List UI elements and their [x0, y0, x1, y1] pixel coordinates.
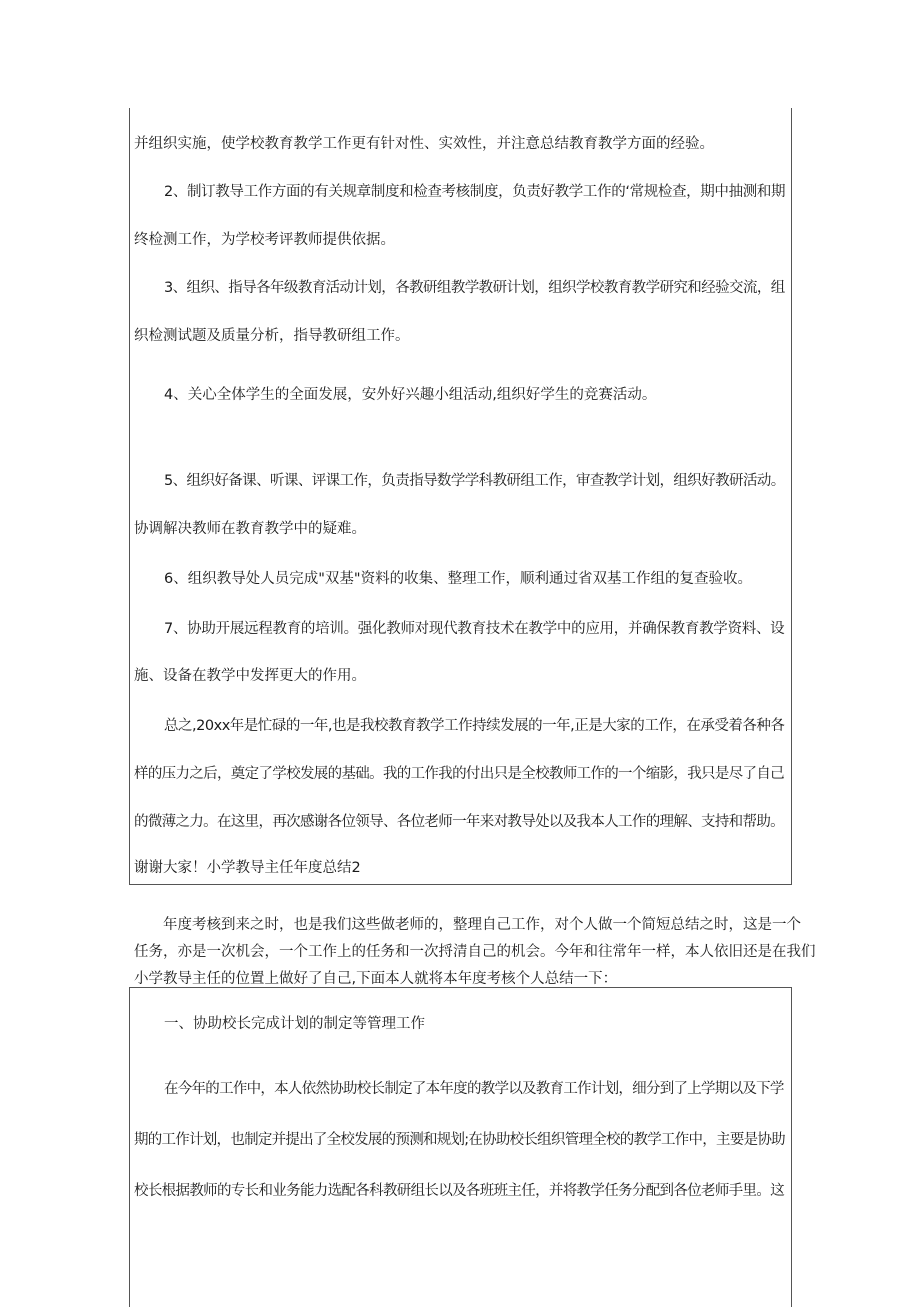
paragraph-line: 小学教导主任的位置上做好了自己,下面本人就将本年度考核个人总结一下：: [134, 971, 618, 987]
paragraph-line: 总之,20xx年是忙碌的一年,也是我校教育教学工作持续发展的一年,正是大家的工作，在承受着各种各: [164, 718, 785, 734]
paragraph-line: 7、协助开展远程教育的培训。强化教师对现代教育技术在教学中的应用，并确保教育教学资料、设: [164, 621, 785, 637]
paragraph-line: 在今年的工作中，本人依然协助校长制定了本年度的教学以及教育工作计划，细分到了上学期以及下学: [164, 1081, 784, 1097]
paragraph-line: 2、制订教导工作方面的有关规章制度和检查考核制度，负责好教学工作的‘常规检查，期中抽测和期: [164, 184, 786, 200]
paragraph-line: 6、组织教导处人员完成"双基"资料的收集、整理工作，顺利通过省双基工作组的复查验收。: [164, 571, 753, 587]
top-content-box: [129, 108, 792, 885]
section-heading-line: 谢谢大家！小学教导主任年度总结2: [134, 860, 361, 876]
paragraph-line: 任务，亦是一次机会，一个工作上的任务和一次捋清自己的机会。今年和往常年一样，本人依旧还是在我们: [134, 944, 816, 960]
paragraph-line: 5、组织好备课、听课、评课工作，负责指导数学学科教研组工作，审查教学计划，组织好教研活动。: [164, 473, 785, 489]
paragraph-line: 的微薄之力。在这里，再次感谢各位领导、各位老师一年来对教导处以及我本人工作的理解、支持和帮助。: [134, 814, 785, 830]
subheading-line: 一、协助校长完成计划的制定等管理工作: [164, 1016, 425, 1032]
paragraph-line: 织检测试题及质量分析，指导教研组工作。: [134, 328, 410, 344]
paragraph-line: 协调解决教师在教育教学中的疑难。: [134, 521, 366, 537]
bottom-content-box: [129, 987, 792, 1307]
paragraph-line: 样的压力之后，奠定了学校发展的基础。我的工作我的付出只是全校教师工作的一个缩影，我只是尽了自己: [134, 766, 785, 782]
paragraph-line: 校长根据教师的专长和业务能力选配各科教研组长以及各班班主任，并将教学任务分配到各位老师手里。这: [134, 1183, 785, 1199]
paragraph-line: 期的工作计划，也制定并提出了全校发展的预测和规划;在协助校长组织管理全校的教学工作中，主要是协助: [134, 1132, 785, 1148]
paragraph-line: 施、设备在教学中发挥更大的作用。: [134, 668, 366, 684]
paragraph-line: 4、关心全体学生的全面发展，安外好兴趣小组活动,组织好学生的竞赛活动。: [164, 387, 657, 403]
paragraph-line: 并组织实施，使学校教育教学工作更有针对性、实效性，并注意总结教育教学方面的经验。: [134, 136, 714, 152]
paragraph-line: 3、组织、指导各年级教育活动计划，各教研组教学教研计划，组织学校教育教学研究和经验交流，组: [164, 280, 785, 296]
paragraph-line: 年度考核到来之时，也是我们这些做老师的，整理自己工作，对个人做一个简短总结之时，这是一个: [163, 917, 801, 933]
paragraph-line: 终检测工作，为学校考评教师提供依据。: [134, 232, 395, 248]
